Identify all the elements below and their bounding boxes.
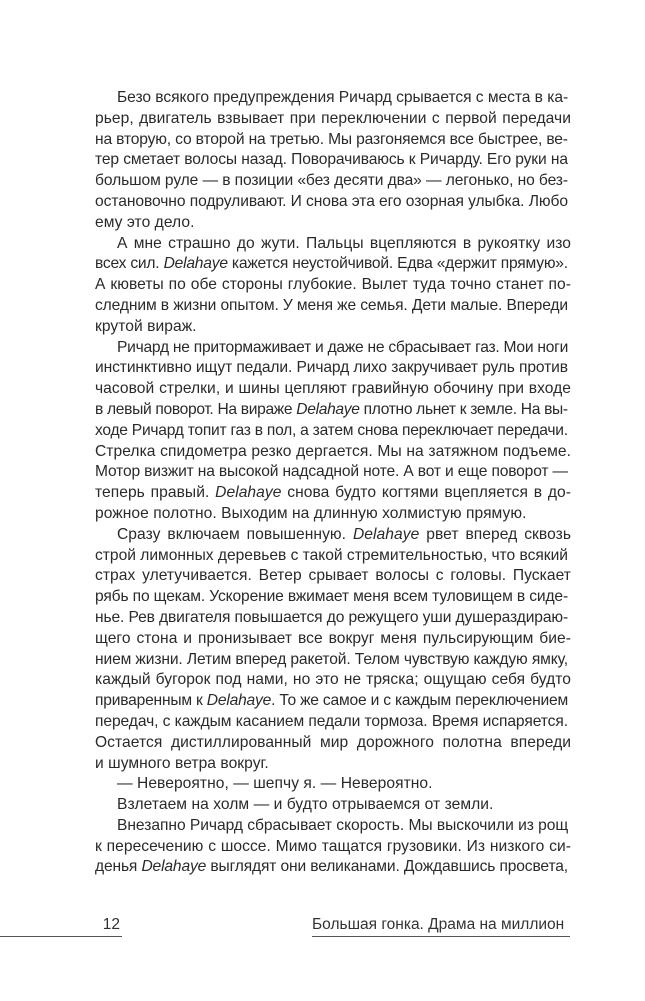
text-line: Взлетаем на холм — и будто отрываемся от земли. bbox=[117, 796, 494, 814]
text-line: денья Delahaye выглядят они великанами. Дождавшись просвета, bbox=[95, 858, 568, 876]
text-line: нье. Рев двигателя повышается до режущего уши душераздираю- bbox=[95, 608, 569, 626]
text-line: ему это дело. bbox=[95, 213, 195, 231]
italic-car-name: Delahaye bbox=[296, 400, 360, 418]
italic-car-name: Delahaye bbox=[206, 692, 272, 710]
italic-car-name: Delahaye bbox=[215, 484, 282, 502]
text-line: в левый поворот. На вираже Delahaye плотно льнет к земле. На вы- bbox=[95, 400, 568, 418]
text-line: тер сметает волосы назад. Поворачиваюсь к Ричарду. Его руки на bbox=[95, 151, 568, 169]
text-line: инстинктивно ищут педали. Ричард лихо закручивает руль против bbox=[95, 359, 568, 377]
italic-car-name: Delahaye bbox=[163, 255, 228, 273]
text-line: следним в жизни опытом. У меня же семья. Дети малые. Впереди bbox=[95, 296, 568, 314]
text-line: всех сил. Delahaye кажется неустойчивой. Едва «держит прямую». bbox=[95, 255, 568, 273]
text-line: теперь правый. Delahaye снова будто когтями вцепляется в до- bbox=[95, 484, 572, 502]
page-body-text bbox=[95, 88, 571, 878]
text-line: и шумного ветра вокруг. bbox=[95, 754, 269, 772]
text-line: Сразу включаем повышенную. Delahaye рвет вперед сквозь bbox=[117, 525, 572, 543]
text-line: страх улетучивается. Ветер срывает волосы с головы. Пускает bbox=[95, 567, 571, 585]
text-line: рьер, двигатель взвывает при переключении с первой передачи bbox=[95, 109, 571, 127]
text-line: щего стона и пронизывает все вокруг меня пульсирующим бие- bbox=[95, 629, 571, 647]
text-line: крутой вираж. bbox=[95, 317, 197, 335]
text-line: остановочно подруливают. И снова эта его озорная улыбка. Любо bbox=[95, 192, 568, 210]
text-line: передач, с каждым касанием педали тормоза. Время испаряется. bbox=[95, 712, 569, 730]
text-line: приваренным к Delahaye. То же самое и с каждым переключением bbox=[95, 692, 568, 710]
text-line: Безо всякого предупреждения Ричард срывается с места в ка- bbox=[117, 89, 569, 106]
text-line: часовой стрелки, и шины цепляют гравийную обочину при входе bbox=[95, 380, 571, 398]
text-line: к пересечению с шоссе. Мимо тащатся грузовики. Из низкого си- bbox=[95, 837, 571, 855]
text-line: нием жизни. Летим вперед ракетой. Телом чувствую каждую ямку, bbox=[95, 650, 568, 668]
text-line: Внезапно Ричард сбрасывает скорость. Мы выскочили из рощ bbox=[117, 816, 569, 834]
text-line: каждый бугорок под нами, но это не тряска; ощущаю себя будто bbox=[95, 671, 571, 689]
text-line: рябь по щекам. Ускорение вжимает меня всем туловищем в сиде- bbox=[95, 588, 568, 606]
text-line: ходе Ричард топит газ в пол, а затем снова переключает передачи. bbox=[95, 421, 568, 439]
text-line: Ричард не притормаживает и даже не сбрасывает газ. Мои ноги bbox=[117, 338, 569, 356]
text-line: Мотор визжит на высокой надсадной ноте. А вот и еще поворот — bbox=[95, 463, 568, 481]
footer-page-number-rule bbox=[0, 916, 122, 937]
text-line: Остается дистиллированный мир дорожного полотна впереди bbox=[95, 733, 571, 751]
italic-car-name: Delahaye bbox=[353, 525, 420, 543]
text-line: рожное полотно. Выходим на длинную холмистую прямую. bbox=[95, 504, 527, 522]
italic-car-name: Delahaye bbox=[141, 858, 207, 876]
dialogue-line: — Невероятно, — шепчу я. — Невероятно. bbox=[117, 775, 433, 793]
text-line: на вторую, со второй на третью. Мы разгоняемся все быстрее, ве- bbox=[95, 130, 568, 148]
text-line: А мне страшно до жути. Пальцы вцепляются в рукоятку изо bbox=[117, 234, 571, 252]
text-line: А кюветы по обе стороны глубокие. Вылет туда точно станет по- bbox=[95, 276, 571, 294]
page-number: 12 bbox=[102, 916, 120, 933]
text-line: большом руле — в позиции «без десяти два» — легонько, но без- bbox=[95, 172, 568, 190]
text-line: Стрелка спидометра резко дергается. Мы на затяжном подъеме. bbox=[95, 442, 571, 460]
running-title: Большая гонка. Драма на миллион bbox=[312, 916, 570, 937]
text-line: строй лимонных деревьев с такой стремительностью, что всякий bbox=[95, 546, 568, 564]
